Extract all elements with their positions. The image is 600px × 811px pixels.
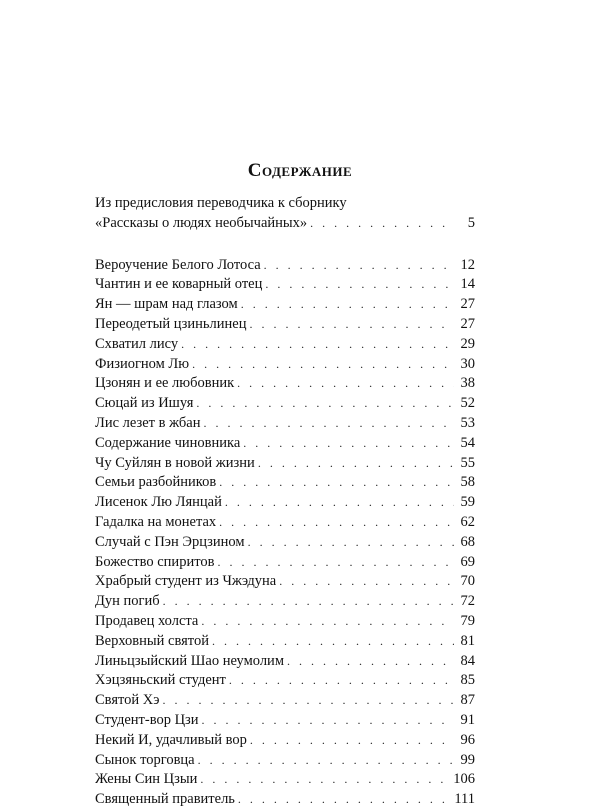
toc-entry-page-number: 27 <box>460 315 475 332</box>
dot-leader <box>287 654 454 669</box>
toc-entry-page-number: 58 <box>460 474 475 491</box>
toc-entry-page-number: 70 <box>460 573 475 590</box>
dot-leader <box>198 753 454 768</box>
toc-entry-title: Дун погиб <box>95 593 160 610</box>
toc-entry-title: Сынок торговца <box>95 751 195 768</box>
toc-entry[interactable] <box>95 653 475 673</box>
dot-leader <box>241 297 454 312</box>
toc-entry-page-number: 38 <box>460 375 475 392</box>
toc-entry-page-number: 30 <box>460 355 475 372</box>
toc-entry-page-number: 59 <box>460 494 475 511</box>
toc-entry[interactable] <box>95 474 475 494</box>
toc-entry-title: Святой Хэ <box>95 692 160 709</box>
toc-entry-page-number: 69 <box>460 553 475 570</box>
dot-leader <box>250 733 454 748</box>
toc-entry-page-number: 27 <box>460 296 475 313</box>
toc-entry-page-number: 99 <box>460 751 475 768</box>
toc-entry[interactable] <box>95 752 475 772</box>
dot-leader <box>310 216 454 231</box>
toc-entry-page-number: 29 <box>460 335 475 352</box>
toc-entry-title: Лисенок Лю Лянцай <box>95 494 222 511</box>
toc-entry-title: Схватил лису <box>95 335 179 352</box>
dot-leader <box>204 416 454 431</box>
toc-entry-title: Гадалка на монетах <box>95 513 217 530</box>
toc-entry[interactable] <box>95 732 475 752</box>
dot-leader <box>264 258 454 273</box>
dot-leader <box>181 337 454 352</box>
preface-title-part-2: «Рассказы о людях необычайных» <box>95 214 308 231</box>
toc-entry-page-number: 85 <box>460 672 475 689</box>
toc-entry-page-number: 106 <box>453 771 475 788</box>
preface-title-part-1: Из предисловия переводчика к сборнику <box>95 195 347 211</box>
toc-entry[interactable] <box>95 494 475 514</box>
toc-entry[interactable] <box>95 455 475 475</box>
toc-entry-title: Верховный святой <box>95 632 209 649</box>
dot-leader <box>229 673 454 688</box>
toc-entry-title: Содержание чиновника <box>95 434 241 451</box>
toc-entries <box>95 257 475 811</box>
toc-entry[interactable] <box>95 573 475 593</box>
toc-entry-title: Вероучение Белого Лотоса <box>95 256 261 273</box>
preface-line-1 <box>95 195 475 215</box>
page-title: Содержание <box>247 160 353 181</box>
section-gap <box>95 235 475 257</box>
toc-entry-title: Хэцзяньский студент <box>95 672 226 689</box>
toc-entry-title: Сюцай из Ишуя <box>95 395 194 412</box>
toc-entry-title: Лис лезет в жбан <box>95 414 201 431</box>
toc-entry-title: Случай с Пэн Эрцзином <box>95 533 245 550</box>
toc-entry-page-number: 54 <box>460 434 475 451</box>
toc-entry-page-number: 62 <box>460 513 475 530</box>
toc-entry-page-number: 14 <box>460 276 475 293</box>
dot-leader <box>201 614 454 629</box>
toc-entry[interactable] <box>95 692 475 712</box>
toc-entry[interactable] <box>95 257 475 277</box>
toc-entry[interactable] <box>95 356 475 376</box>
dot-leader <box>238 792 451 807</box>
toc-entry[interactable] <box>95 712 475 732</box>
toc-entry[interactable] <box>95 435 475 455</box>
toc-entry-page-number: 87 <box>460 692 475 709</box>
dot-leader <box>279 574 454 589</box>
dot-leader <box>219 515 454 530</box>
toc-entry-page-number: 55 <box>460 454 475 471</box>
toc-entry[interactable] <box>95 336 475 356</box>
dot-leader <box>163 594 454 609</box>
toc-entry-title: Чу Суйлян в новой жизни <box>95 454 255 471</box>
toc-entry-page-number: 72 <box>460 593 475 610</box>
dot-leader <box>237 376 454 391</box>
toc-entry-page-number: 68 <box>460 533 475 550</box>
toc-entry[interactable] <box>95 514 475 534</box>
toc-entry[interactable] <box>95 276 475 296</box>
toc-entry-title: Божество спиритов <box>95 553 215 570</box>
toc-entry[interactable] <box>95 771 475 791</box>
dot-leader <box>162 693 454 708</box>
dot-leader <box>219 475 454 490</box>
dot-leader <box>258 456 454 471</box>
table-of-contents <box>95 195 475 811</box>
toc-entry[interactable] <box>95 613 475 633</box>
preface-line-2[interactable] <box>95 215 475 235</box>
toc-entry-title: Физиогном Лю <box>95 355 190 372</box>
toc-entry-page-number: 53 <box>460 414 475 431</box>
toc-entry-page-number: 84 <box>460 652 475 669</box>
toc-entry-page-number: 81 <box>460 632 475 649</box>
dot-leader <box>225 495 454 510</box>
dot-leader <box>249 317 454 332</box>
dot-leader <box>212 634 454 649</box>
toc-entry-title: Храбрый студент из Чжэдуна <box>95 573 277 590</box>
toc-entry-page-number: 52 <box>460 395 475 412</box>
dot-leader <box>248 535 454 550</box>
toc-entry[interactable] <box>95 375 475 395</box>
dot-leader <box>202 713 454 728</box>
toc-entry-title: Студент-вор Цзи <box>95 711 199 728</box>
toc-entry-title: Переодетый цзиньлинец <box>95 315 247 332</box>
toc-entry-page-number: 96 <box>460 731 475 748</box>
toc-entry-page-number: 91 <box>460 711 475 728</box>
toc-entry-title: Линьцзыйский Шао неумолим <box>95 652 284 669</box>
toc-entry[interactable] <box>95 296 475 316</box>
dot-leader <box>265 277 454 292</box>
toc-entry-title: Некий И, удачливый вор <box>95 731 247 748</box>
toc-entry[interactable] <box>95 593 475 613</box>
toc-entry[interactable] <box>95 554 475 574</box>
toc-entry[interactable] <box>95 415 475 435</box>
toc-entry[interactable] <box>95 534 475 554</box>
toc-entry-page-number: 12 <box>460 256 475 273</box>
dot-leader <box>196 396 454 411</box>
toc-entry[interactable] <box>95 316 475 336</box>
toc-entry-title: Цзонян и ее любовник <box>95 375 235 392</box>
preface-page-number: 5 <box>467 214 475 231</box>
toc-entry-title: Священный правитель <box>95 791 235 808</box>
toc-entry[interactable] <box>95 672 475 692</box>
toc-entry-page-number: 79 <box>460 612 475 629</box>
toc-entry[interactable] <box>95 791 475 811</box>
toc-entry-title: Ян — шрам над глазом <box>95 296 238 313</box>
toc-entry-page-number: 111 <box>454 791 475 808</box>
dot-leader <box>192 357 454 372</box>
toc-entry[interactable] <box>95 633 475 653</box>
toc-entry-title: Жены Син Цзыи <box>95 771 198 788</box>
dot-leader <box>200 772 450 787</box>
toc-entry-title: Чантин и ее коварный отец <box>95 276 263 293</box>
toc-entry[interactable] <box>95 395 475 415</box>
dot-leader <box>243 436 454 451</box>
toc-entry-title: Семьи разбойников <box>95 474 217 491</box>
dot-leader <box>217 555 454 570</box>
toc-entry-title: Продавец холста <box>95 612 199 629</box>
